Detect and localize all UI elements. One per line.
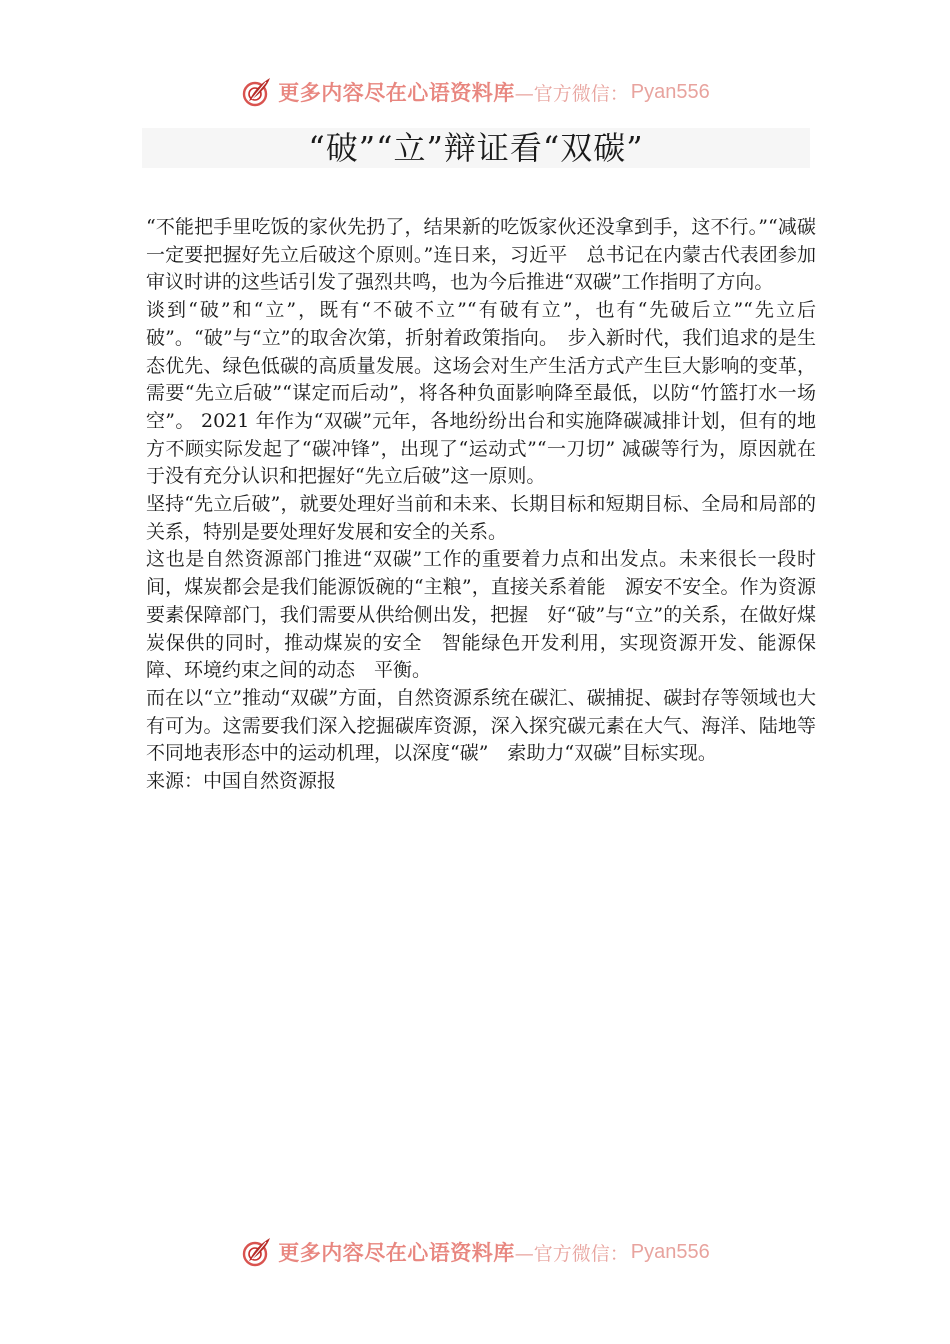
watermark-main-text: 更多内容尽在心语资料库 [278,80,515,105]
paragraph-5: 而在以“立”推动“双碳”方面，自然资源系统在碳汇、碳捕捉、碳封存等领域也大有可为。这需要我们深入挖掘碳库资源，深入探究碳元素在大气、海洋、陆地等不同地表形态中的运动机理，以深度“碳” 索助力“双碳”目标实现。 [146,686,816,765]
paragraph-2: 谈到“破”和“立”，既有“不破不立”“有破有立”，也有“先破后立”“先立后破”。“破”与“立”的取舍次第，折射着政策指向。 步入新时代，我们追求的是生态优先、绿色低碳的高质量发展。这场会对生产生活方式产生巨大影响的变革，需要“先立后破”“谋定而后动”，将各种负面影响降至最低，以防“竹篮打水一场空”。 2021 年作为“双碳”元年，各地纷纷出台和实施降碳减排计划，但有的地方不顾实际发起了“碳冲锋”，出现了“运动式”“一刀切” 减碳等行为，原因就在于没有充分认识和把握好“先立后破”这一原则。 [146,299,816,488]
watermark-wechat-id: Pyan556 [630,80,710,103]
page-title: “破”“立”辩证看“双碳” [308,129,644,167]
paragraph-4: 这也是自然资源部门推进“双碳”工作的重要着力点和出发点。未来很长一段时间，煤炭都会是我们能源饭碗的“主粮”，直接关系着能 源安不安全。作为资源要素保障部门，我们需要从供给侧出发，把握 好“破”与“立”的关系，在做好煤炭保供的同时，推动煤炭的安全 智能绿色开发利用，实现资源开发、能源保障、环境约束之间的动态 平衡。 [146,548,816,682]
watermark-main-text: 更多内容尽在心语资料库 [278,1240,515,1265]
watermark-footer [0,1230,950,1274]
article-body [146,214,816,796]
watermark-wechat-id: Pyan556 [630,1240,710,1263]
watermark-sub-text: —官方微信： [514,82,629,105]
feather-pen-logo-icon [240,1235,274,1269]
watermark-header [0,70,950,114]
watermark-sub-text: —官方微信： [514,1242,629,1265]
feather-pen-logo-icon [240,75,274,109]
paragraph-1: “不能把手里吃饭的家伙先扔了，结果新的吃饭家伙还没拿到手，这不行。”“减碳一定要把握好先立后破这个原则。”连日来，习近平 总书记在内蒙古代表团参加审议时讲的这些话引发了强烈共鸣，也为今后推进“双碳”工作指明了方向。 [146,216,816,294]
source-line: 来源：中国自然资源报 [146,770,337,793]
paragraph-3: 坚持“先立后破”，就要处理好当前和未来、长期目标和短期目标、全局和局部的关系，特别是要处理好发展和安全的关系。 [146,493,816,543]
